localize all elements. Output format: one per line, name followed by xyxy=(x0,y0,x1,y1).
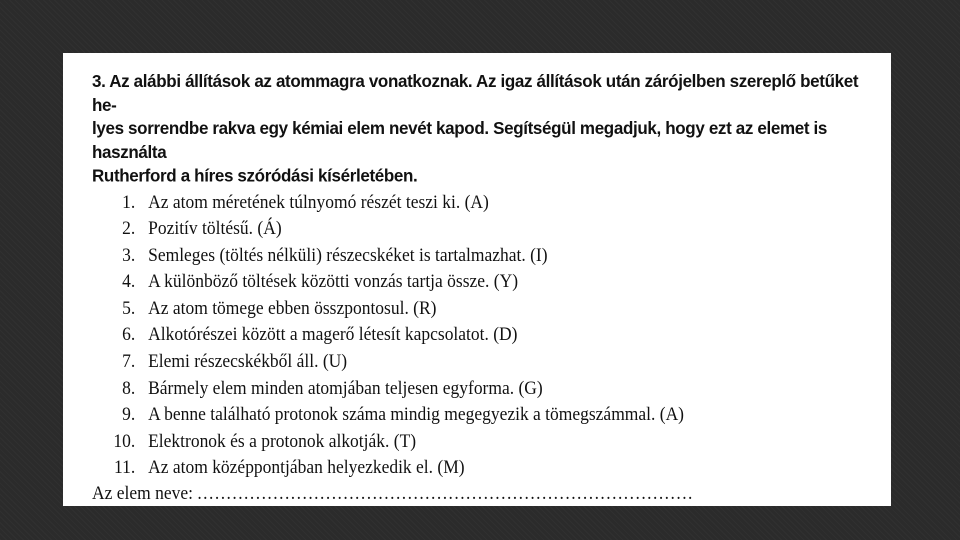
statement-item xyxy=(92,243,816,270)
task-heading-line-3: Rutherford a híres szóródási kísérletében. xyxy=(92,165,418,186)
task-heading-line-2: lyes sorrendbe rakva egy kémiai elem nevét kapod. Segítségül megadjuk, hogy ezt az elemet is használta xyxy=(92,118,828,162)
statement-item xyxy=(92,322,816,349)
statement-number: 4. xyxy=(122,271,136,293)
statement-item xyxy=(92,455,816,482)
statement-number: 11. xyxy=(114,457,136,479)
answer-blank[interactable]: ..................................................................................... xyxy=(197,483,694,505)
statement-list xyxy=(92,190,816,483)
statement-item xyxy=(92,349,816,376)
statement-number: 8. xyxy=(122,377,136,399)
statement-item xyxy=(92,190,816,217)
statement-text: Elemi részecskékből áll. (U) xyxy=(148,351,348,373)
statement-text: Pozitív töltésű. (Á) xyxy=(148,218,282,240)
statement-item xyxy=(92,429,816,456)
statement-text: Az atom méretének túlnyomó részét teszi ki. (A) xyxy=(148,191,489,213)
worksheet-page xyxy=(63,53,891,506)
statement-text: Bármely elem minden atomjában teljesen egyforma. (G) xyxy=(148,377,543,399)
statement-number: 3. xyxy=(122,244,136,266)
statement-text: A benne található protonok száma mindig megegyezik a tömegszámmal. (A) xyxy=(148,404,685,426)
statement-text: Elektronok és a protonok alkotják. (T) xyxy=(148,430,417,452)
statement-text: Az atom tömege ebben összpontosul. (R) xyxy=(148,297,437,319)
statement-text: A különböző töltések közötti vonzás tartja össze. (Y) xyxy=(148,271,519,293)
statement-number: 9. xyxy=(122,404,136,426)
statement-number: 5. xyxy=(122,297,136,319)
answer-line xyxy=(92,482,816,506)
statement-number: 7. xyxy=(122,351,136,373)
statement-number: 1. xyxy=(122,191,136,213)
statement-item xyxy=(92,269,816,296)
task-heading xyxy=(92,70,879,188)
statement-text: Semleges (töltés nélküli) részecskéket is tartalmazhat. (I) xyxy=(148,244,548,266)
statement-text: Alkotórészei között a magerő létesít kapcsolatot. (D) xyxy=(148,324,518,346)
answer-label: Az elem neve: xyxy=(92,483,193,505)
statement-item xyxy=(92,376,816,403)
statement-item xyxy=(92,216,816,243)
task-heading-line-1: 3. Az alábbi állítások az atommagra vonatkoznak. Az igaz állítások után zárójelben szereplő betűket he- xyxy=(92,71,859,115)
statement-item xyxy=(92,296,816,323)
statement-number: 10. xyxy=(113,430,136,452)
statement-text: Az atom középpontjában helyezkedik el. (M) xyxy=(148,457,465,479)
statement-number: 6. xyxy=(122,324,136,346)
statement-item xyxy=(92,402,816,429)
statement-number: 2. xyxy=(122,218,136,240)
